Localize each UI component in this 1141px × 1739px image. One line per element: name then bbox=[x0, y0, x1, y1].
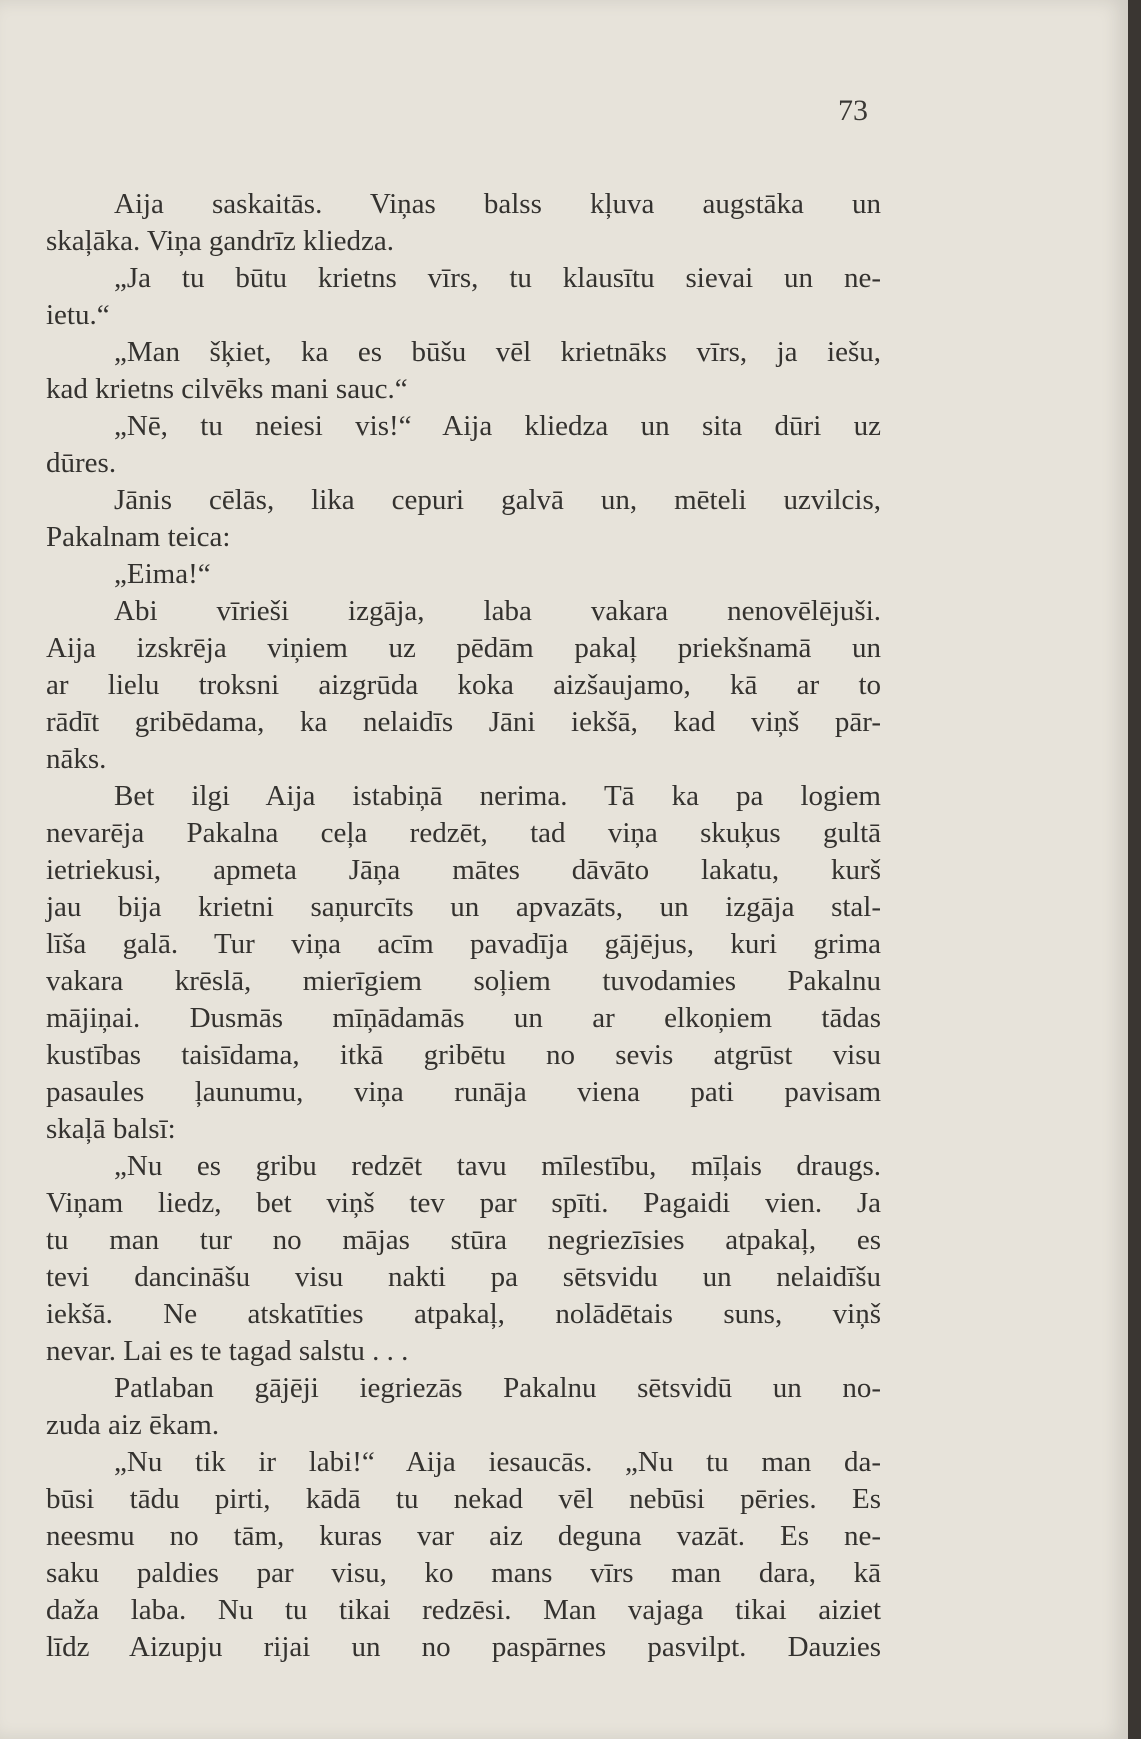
text-line: jau bija krietni saņurcīts un apvazāts, un izgāja stal- bbox=[46, 891, 881, 923]
text-line: Aija izskrēja viņiem uz pēdām pakaļ priekšnamā un bbox=[46, 632, 881, 664]
text-line: „Nu tik ir labi!“ Aija iesaucās. „Nu tu man da- bbox=[114, 1446, 881, 1478]
text-line: tevi dancināšu visu nakti pa sētsvidu un nelaidīšu bbox=[46, 1261, 881, 1293]
text-line: saku paldies par visu, ko mans vīrs man dara, kā bbox=[46, 1557, 881, 1589]
text-line: „Ja tu būtu krietns vīrs, tu klausītu sievai un ne- bbox=[114, 262, 881, 294]
text-line: rādīt gribēdama, ka nelaidīs Jāni iekšā, kad viņš pār- bbox=[46, 706, 881, 738]
text-line: Aija saskaitās. Viņas balss kļuva augstāka un bbox=[114, 188, 881, 220]
text-line: nevarēja Pakalna ceļa redzēt, tad viņa skuķus gultā bbox=[46, 817, 881, 849]
text-line: skaļāka. Viņa gandrīz kliedza. bbox=[46, 225, 394, 257]
text-line: iekšā. Ne atskatīties atpakaļ, nolādētais suns, viņš bbox=[46, 1298, 881, 1330]
text-line: ar lielu troksni aizgrūda koka aizšaujamo, kā ar to bbox=[46, 669, 881, 701]
text-line: vakara krēslā, mierīgiem soļiem tuvodamies Pakalnu bbox=[46, 965, 881, 997]
text-line: Pakalnam teica: bbox=[46, 521, 231, 553]
text-line: dūres. bbox=[46, 447, 117, 479]
text-line: daža laba. Nu tu tikai redzēsi. Man vajaga tikai aiziet bbox=[46, 1594, 881, 1626]
text-line: Patlaban gājēji iegriezās Pakalnu sētsvidū un no- bbox=[114, 1372, 881, 1404]
text-line: tu man tur no mājas stūra negriezīsies atpakaļ, es bbox=[46, 1224, 881, 1256]
text-line: Abi vīrieši izgāja, laba vakara nenovēlējuši. bbox=[114, 595, 881, 627]
text-line: „Eima!“ bbox=[114, 558, 211, 590]
text-line: pasaules ļaunumu, viņa runāja viena pati pavisam bbox=[46, 1076, 881, 1108]
text-line: ietriekusi, apmeta Jāņa mātes dāvāto lakatu, kurš bbox=[46, 854, 881, 886]
text-line: nāks. bbox=[46, 743, 107, 775]
text-line: neesmu no tām, kuras var aiz deguna vazāt. Es ne- bbox=[46, 1520, 881, 1552]
page-number: 73 bbox=[838, 94, 868, 127]
text-line: būsi tādu pirti, kādā tu nekad vēl nebūsi pēries. Es bbox=[46, 1483, 881, 1515]
text-line: „Nē, tu neiesi vis!“ Aija kliedza un sita dūri uz bbox=[114, 410, 881, 442]
body-text bbox=[46, 186, 881, 1666]
text-line: Jānis cēlās, lika cepuri galvā un, mēteli uzvilcis, bbox=[114, 484, 881, 516]
text-line: ietu.“ bbox=[46, 299, 110, 331]
text-line: mājiņai. Dusmās mīņādamās un ar elkoņiem tādas bbox=[46, 1002, 881, 1034]
text-line: Viņam liedz, bet viņš tev par spīti. Pagaidi vien. Ja bbox=[46, 1187, 881, 1219]
text-line: Bet ilgi Aija istabiņā nerima. Tā ka pa logiem bbox=[114, 780, 881, 812]
text-line: skaļā balsī: bbox=[46, 1113, 176, 1145]
text-line: „Man šķiet, ka es būšu vēl krietnāks vīrs, ja iešu, bbox=[114, 336, 881, 368]
text-line: līdz Aizupju rijai un no paspārnes pasvilpt. Dauzies bbox=[46, 1631, 881, 1663]
text-line: kustības taisīdama, itkā gribētu no sevis atgrūst visu bbox=[46, 1039, 881, 1071]
text-line: kad krietns cilvēks mani sauc.“ bbox=[46, 373, 408, 405]
text-line: zuda aiz ēkam. bbox=[46, 1409, 220, 1441]
text-line: līša galā. Tur viņa acīm pavadīja gājējus, kuri grima bbox=[46, 928, 881, 960]
text-line: nevar. Lai es te tagad salstu . . . bbox=[46, 1335, 409, 1367]
text-line: „Nu es gribu redzēt tavu mīlestību, mīļais draugs. bbox=[114, 1150, 881, 1182]
